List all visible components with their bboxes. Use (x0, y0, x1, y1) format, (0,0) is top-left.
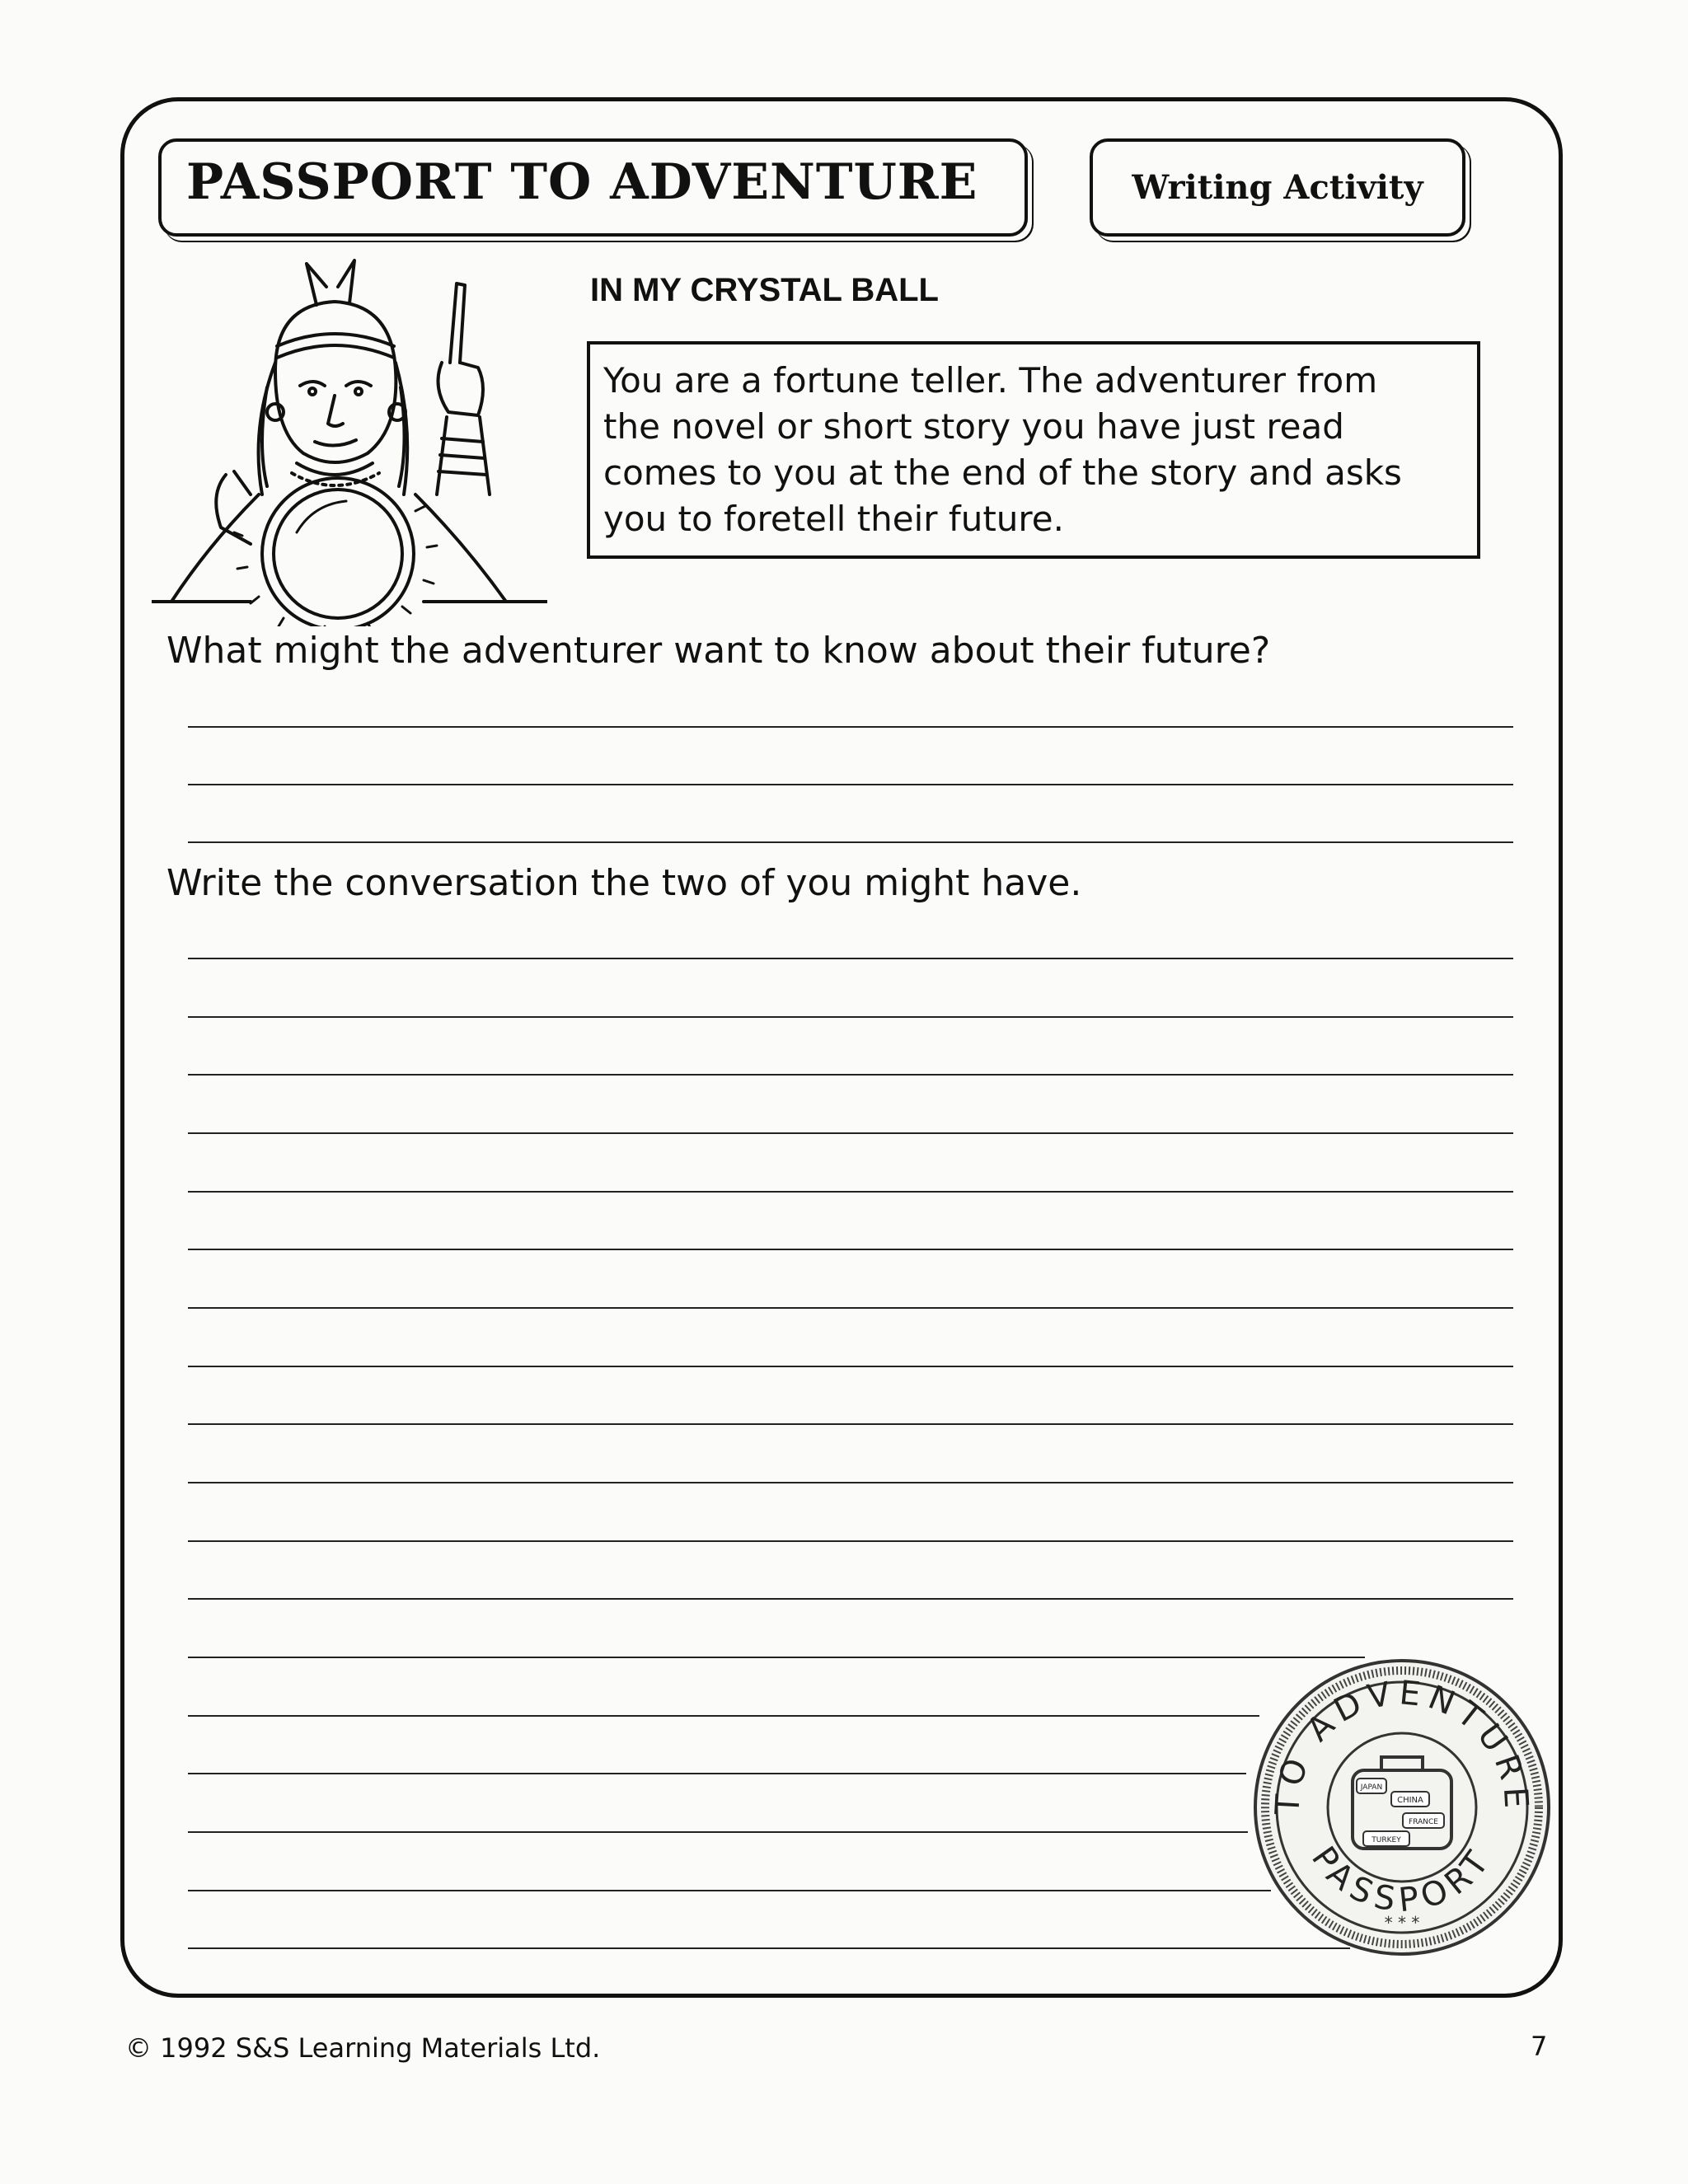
answer-line[interactable] (188, 1249, 1513, 1250)
stamp-tag: FRANCE (1409, 1818, 1438, 1826)
answer-line[interactable] (188, 1482, 1513, 1483)
answer-line[interactable] (188, 1016, 1513, 1018)
answer-line[interactable] (188, 1074, 1513, 1076)
stamp-tag: TURKEY (1372, 1836, 1401, 1844)
section-heading: IN MY CRYSTAL BALL (590, 272, 939, 308)
fortune-teller-illustration (152, 247, 547, 626)
answer-line[interactable] (188, 1598, 1513, 1600)
answer-line[interactable] (188, 1773, 1246, 1774)
stamp-stars: * * * (1384, 1913, 1420, 1933)
page-title: PASSPORT TO ADVENTURE (186, 153, 978, 211)
answer-line[interactable] (188, 1540, 1513, 1542)
answer-line[interactable] (188, 841, 1513, 843)
answer-line[interactable] (188, 1423, 1513, 1425)
instructions-line: comes to you at the end of the story and asks (603, 452, 1402, 493)
question-prompt-1: What might the adventurer want to know about their future? (166, 630, 1271, 672)
answer-line[interactable] (188, 1307, 1513, 1309)
answer-line[interactable] (188, 784, 1513, 785)
page-number: 7 (1531, 2031, 1548, 2062)
copyright-text: © 1992 S&S Learning Materials Ltd. (125, 2032, 601, 2064)
answer-line[interactable] (188, 1890, 1271, 1891)
activity-label: Writing Activity (1132, 168, 1423, 207)
stamp-top-text: TO ADVENTURE (1268, 1674, 1536, 1816)
answer-line[interactable] (188, 958, 1513, 959)
instructions-line: the novel or short story you have just read (603, 406, 1344, 447)
question-prompt-2: Write the conversation the two of you might have. (166, 862, 1082, 904)
activity-badge (1090, 138, 1465, 237)
answer-line[interactable] (188, 1132, 1513, 1134)
answer-line[interactable] (188, 726, 1513, 728)
instructions-box (587, 341, 1480, 559)
title-banner (158, 138, 1028, 237)
instructions-line: you to foretell their future. (603, 499, 1064, 539)
answer-line[interactable] (188, 1657, 1365, 1658)
answer-line[interactable] (188, 1191, 1513, 1193)
stamp-bottom-text: PASSPORT (1304, 1840, 1500, 1920)
answer-line[interactable] (188, 1715, 1259, 1717)
stamp-tag: JAPAN (1360, 1783, 1383, 1792)
stamp-tag: CHINA (1397, 1796, 1423, 1805)
instructions-line: You are a fortune teller. The adventurer from (603, 360, 1378, 401)
answer-line[interactable] (188, 1831, 1248, 1833)
answer-line[interactable] (188, 1947, 1350, 1949)
answer-line[interactable] (188, 1366, 1513, 1367)
passport-stamp (1250, 1655, 1554, 1960)
suitcase-icon (1353, 1757, 1451, 1849)
